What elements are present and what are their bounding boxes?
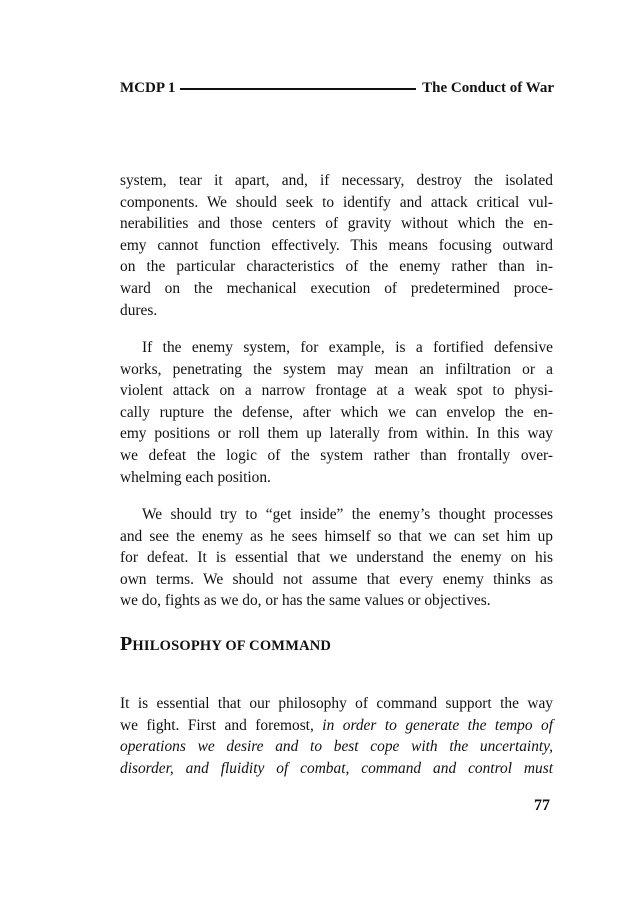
text-line: emy cannot function effectively. This means focusing outward: [120, 236, 553, 254]
paragraph-3: [120, 504, 553, 612]
text-line: whelming each position.: [120, 468, 271, 486]
header-rule: [180, 88, 416, 90]
section-heading-initial: P: [120, 633, 133, 655]
text-line: cally rupture the defense, after which we can envelop the en-: [120, 403, 553, 421]
italic-text-run: in order to generate the tempo of: [322, 716, 554, 734]
paragraph-4: [120, 693, 553, 779]
italic-text-run: disorder, and fluidity of combat, command and control must: [120, 759, 553, 777]
text-line: ward on the mechanical execution of predetermined proce-: [120, 279, 553, 297]
text-line: If the enemy system, for example, is a fortified defensive: [142, 339, 553, 356]
section-heading: [120, 633, 331, 656]
paragraph-1: [120, 170, 553, 321]
text-line: [120, 736, 553, 758]
text-line: nerabilities and those centers of gravity without which the en-: [120, 215, 553, 233]
text-line: [120, 715, 553, 737]
section-heading-rest: HILOSOPHY OF COMMAND: [132, 638, 332, 654]
text-line: and see the enemy as he sees himself so that we can set him up: [120, 527, 553, 545]
text-line: system, tear it apart, and, if necessary, destroy the isolated: [120, 172, 553, 189]
text-line: We should try to “get inside” the enemy’s thought processes: [142, 506, 553, 523]
header-publication: MCDP 1: [120, 79, 176, 96]
text-line: emy positions or roll them up laterally from within. In this way: [120, 425, 553, 443]
text-line: on the particular characteristics of the enemy rather than in-: [120, 258, 553, 276]
text-line: dures.: [120, 301, 158, 319]
italic-text-run: operations we desire and to best cope with the uncertainty,: [120, 738, 553, 756]
text-run: we fight. First and foremost,: [120, 716, 323, 734]
text-line: we do, fights as we do, or has the same values or objectives.: [120, 592, 491, 610]
text-line: violent attack on a narrow frontage at a weak spot to physi-: [120, 382, 553, 400]
text-line: components. We should seek to identify and attack critical vul-: [120, 193, 553, 211]
text-line: [120, 758, 553, 780]
paragraph-2: [120, 337, 553, 488]
header-chapter-title: The Conduct of War: [422, 79, 554, 96]
text-line: we defeat the logic of the system rather than frontally over-: [120, 446, 553, 464]
running-header: [120, 77, 554, 99]
page-number: 77: [534, 797, 550, 814]
text-line: works, penetrating the system may mean an infiltration or a: [120, 360, 553, 378]
text-line: own terms. We should not assume that every enemy thinks as: [120, 570, 553, 588]
text-line: It is essential that our philosophy of command support the way: [120, 695, 553, 712]
text-line: for defeat. It is essential that we understand the enemy on his: [120, 549, 553, 567]
